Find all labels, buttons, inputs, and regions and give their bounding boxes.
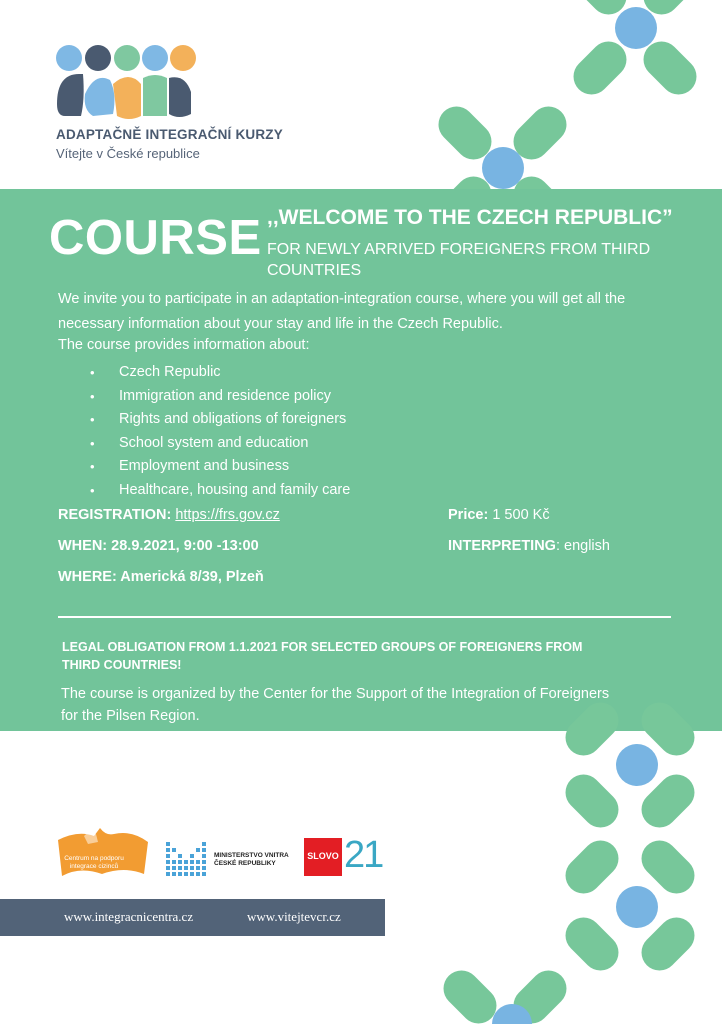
bullet-icon: • — [90, 388, 95, 404]
list-item: • Employment and business — [90, 455, 350, 479]
ministry-logo-text: MINISTERSTVO VNITRA ČESKÉ REPUBLIKY — [214, 852, 289, 868]
decorative-pattern-top — [440, 0, 722, 200]
bullet-icon: • — [90, 412, 95, 427]
where-line: WHERE: Americká 8/39, Plzeň — [58, 569, 264, 585]
course-title: ,,WELCOME TO THE CZECH REPUBLIC” — [267, 206, 673, 229]
list-item: • Czech Republic — [90, 361, 350, 385]
course-info-panel — [0, 189, 722, 731]
list-item: • Healthcare, housing and family care — [90, 479, 350, 503]
intro-text: We invite you to participate in an adaptation-integration course, where you will get all the necessary information about your stay and life in the Czech Republic. — [58, 291, 626, 332]
brand-subtitle: Vítejte v České republice — [56, 146, 200, 161]
slovo21-logo-number: 21 — [344, 834, 383, 876]
course-heading: COURSE — [49, 211, 262, 265]
bullet-icon: • — [90, 365, 95, 380]
brand-title: ADAPTAČNĚ INTEGRAČNÍ KURZY — [56, 127, 283, 142]
topics-label: The course provides information about: — [58, 337, 310, 353]
course-subtitle: FOR NEWLY ARRIVED FOREIGNERS FROM THIRD COUNTRIES — [267, 241, 651, 280]
legal-notice: LEGAL OBLIGATION FROM 1.1.2021 FOR SELECTED GROUPS OF FOREIGNERS FROM THIRD COUNTRIES! — [62, 640, 583, 673]
list-item: • School system and education — [90, 432, 350, 456]
decorative-pattern-bottom — [560, 731, 722, 1024]
ministry-logo — [166, 842, 208, 876]
list-item: • Rights and obligations of foreigners — [90, 408, 350, 432]
price-line: Price: 1 500 Kč — [448, 507, 550, 523]
when-line: WHEN: 28.9.2021, 9:00 -13:00 — [58, 538, 259, 554]
bullet-icon: • — [90, 459, 95, 474]
registration-label: REGISTRATION: — [58, 507, 172, 523]
interpreting-line: INTERPRETING: english — [448, 538, 610, 554]
registration-line — [58, 507, 280, 523]
cpic-logo — [54, 826, 150, 880]
topics-list — [90, 361, 350, 502]
slovo21-logo-text: SLOVO — [307, 851, 339, 861]
footer-link-vitejtevcr[interactable]: www.vitejtevcr.cz — [247, 909, 341, 924]
organizer-text: The course is organized by the Center for the Support of the Integration of Foreigners for the Pilsen Region. — [61, 686, 610, 724]
registration-link[interactable]: https://frs.gov.cz — [175, 507, 280, 523]
footer-bar — [0, 899, 385, 936]
list-item: • Immigration and residence policy — [90, 385, 350, 409]
footer-link-integracnicentra[interactable]: www.integracnicentra.cz — [64, 909, 194, 924]
bullet-icon: • — [90, 435, 95, 451]
bullet-icon: • — [90, 482, 95, 498]
divider — [58, 616, 671, 618]
cpic-logo-text: Centrum na podporu integrace cizinců — [64, 855, 124, 870]
